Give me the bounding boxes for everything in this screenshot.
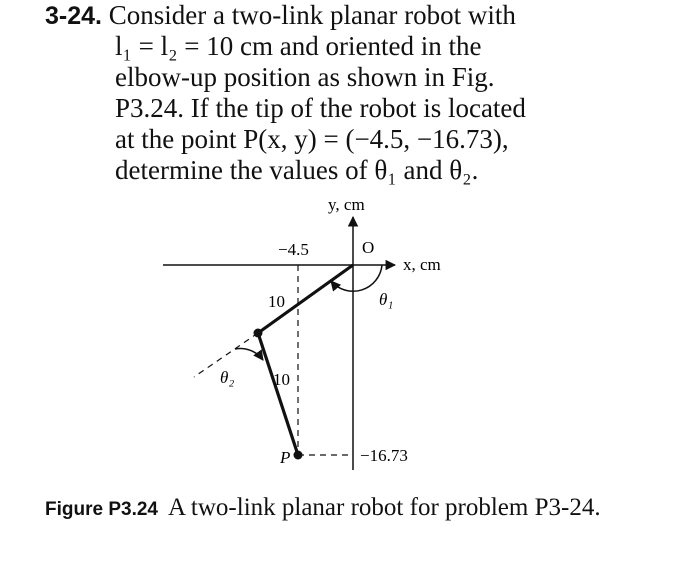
robot-diagram — [0, 195, 700, 485]
y-tip-label: −16.73 — [360, 446, 408, 465]
problem-number: 3-24. — [45, 2, 102, 30]
problem-line-2 — [45, 31, 685, 62]
theta2-arc — [235, 348, 263, 360]
figure-caption — [45, 493, 685, 525]
theta1-arc — [331, 265, 382, 291]
y-axis-label: y, cm — [328, 195, 365, 214]
elbow-joint — [254, 329, 263, 338]
problem-line-5 — [45, 124, 685, 155]
link-2 — [258, 333, 298, 455]
tip-point — [294, 451, 303, 460]
figure-caption-text: A two-link planar robot for problem P3-24. — [168, 494, 601, 521]
problem-line-3 — [45, 62, 685, 93]
tip-label: P — [280, 448, 291, 467]
theta2-label: θ₂ — [220, 368, 235, 387]
theta1-label: θ₁ — [379, 290, 394, 309]
link2-length-label: 10 — [273, 370, 290, 389]
figure-caption-label: Figure P3.24 — [45, 499, 158, 520]
robot-figure — [0, 195, 700, 485]
problem-line-6 — [45, 155, 685, 186]
x-axis-label: x, cm — [403, 255, 441, 274]
origin-label: O — [362, 238, 375, 257]
link1-length-label: 10 — [268, 292, 285, 311]
problem-text-line: determine the values of θ₁ and θ₂. — [115, 155, 479, 185]
problem-statement — [45, 0, 685, 186]
x-tip-label: −4.5 — [278, 240, 309, 259]
problem-line-4 — [45, 93, 685, 124]
problem-text-line: elbow-up position as shown in Fig. — [115, 62, 495, 92]
problem-text-line: P3.24. If the tip of the robot is located — [115, 93, 526, 123]
problem-text-line: at the point P(x, y) = (−4.5, −16.73), — [115, 124, 509, 154]
problem-text-line: l₁ = l₂ = 10 cm and oriented in the — [115, 31, 482, 61]
problem-line-1 — [45, 0, 685, 31]
problem-text-line: Consider a two-link planar robot with — [108, 0, 516, 30]
